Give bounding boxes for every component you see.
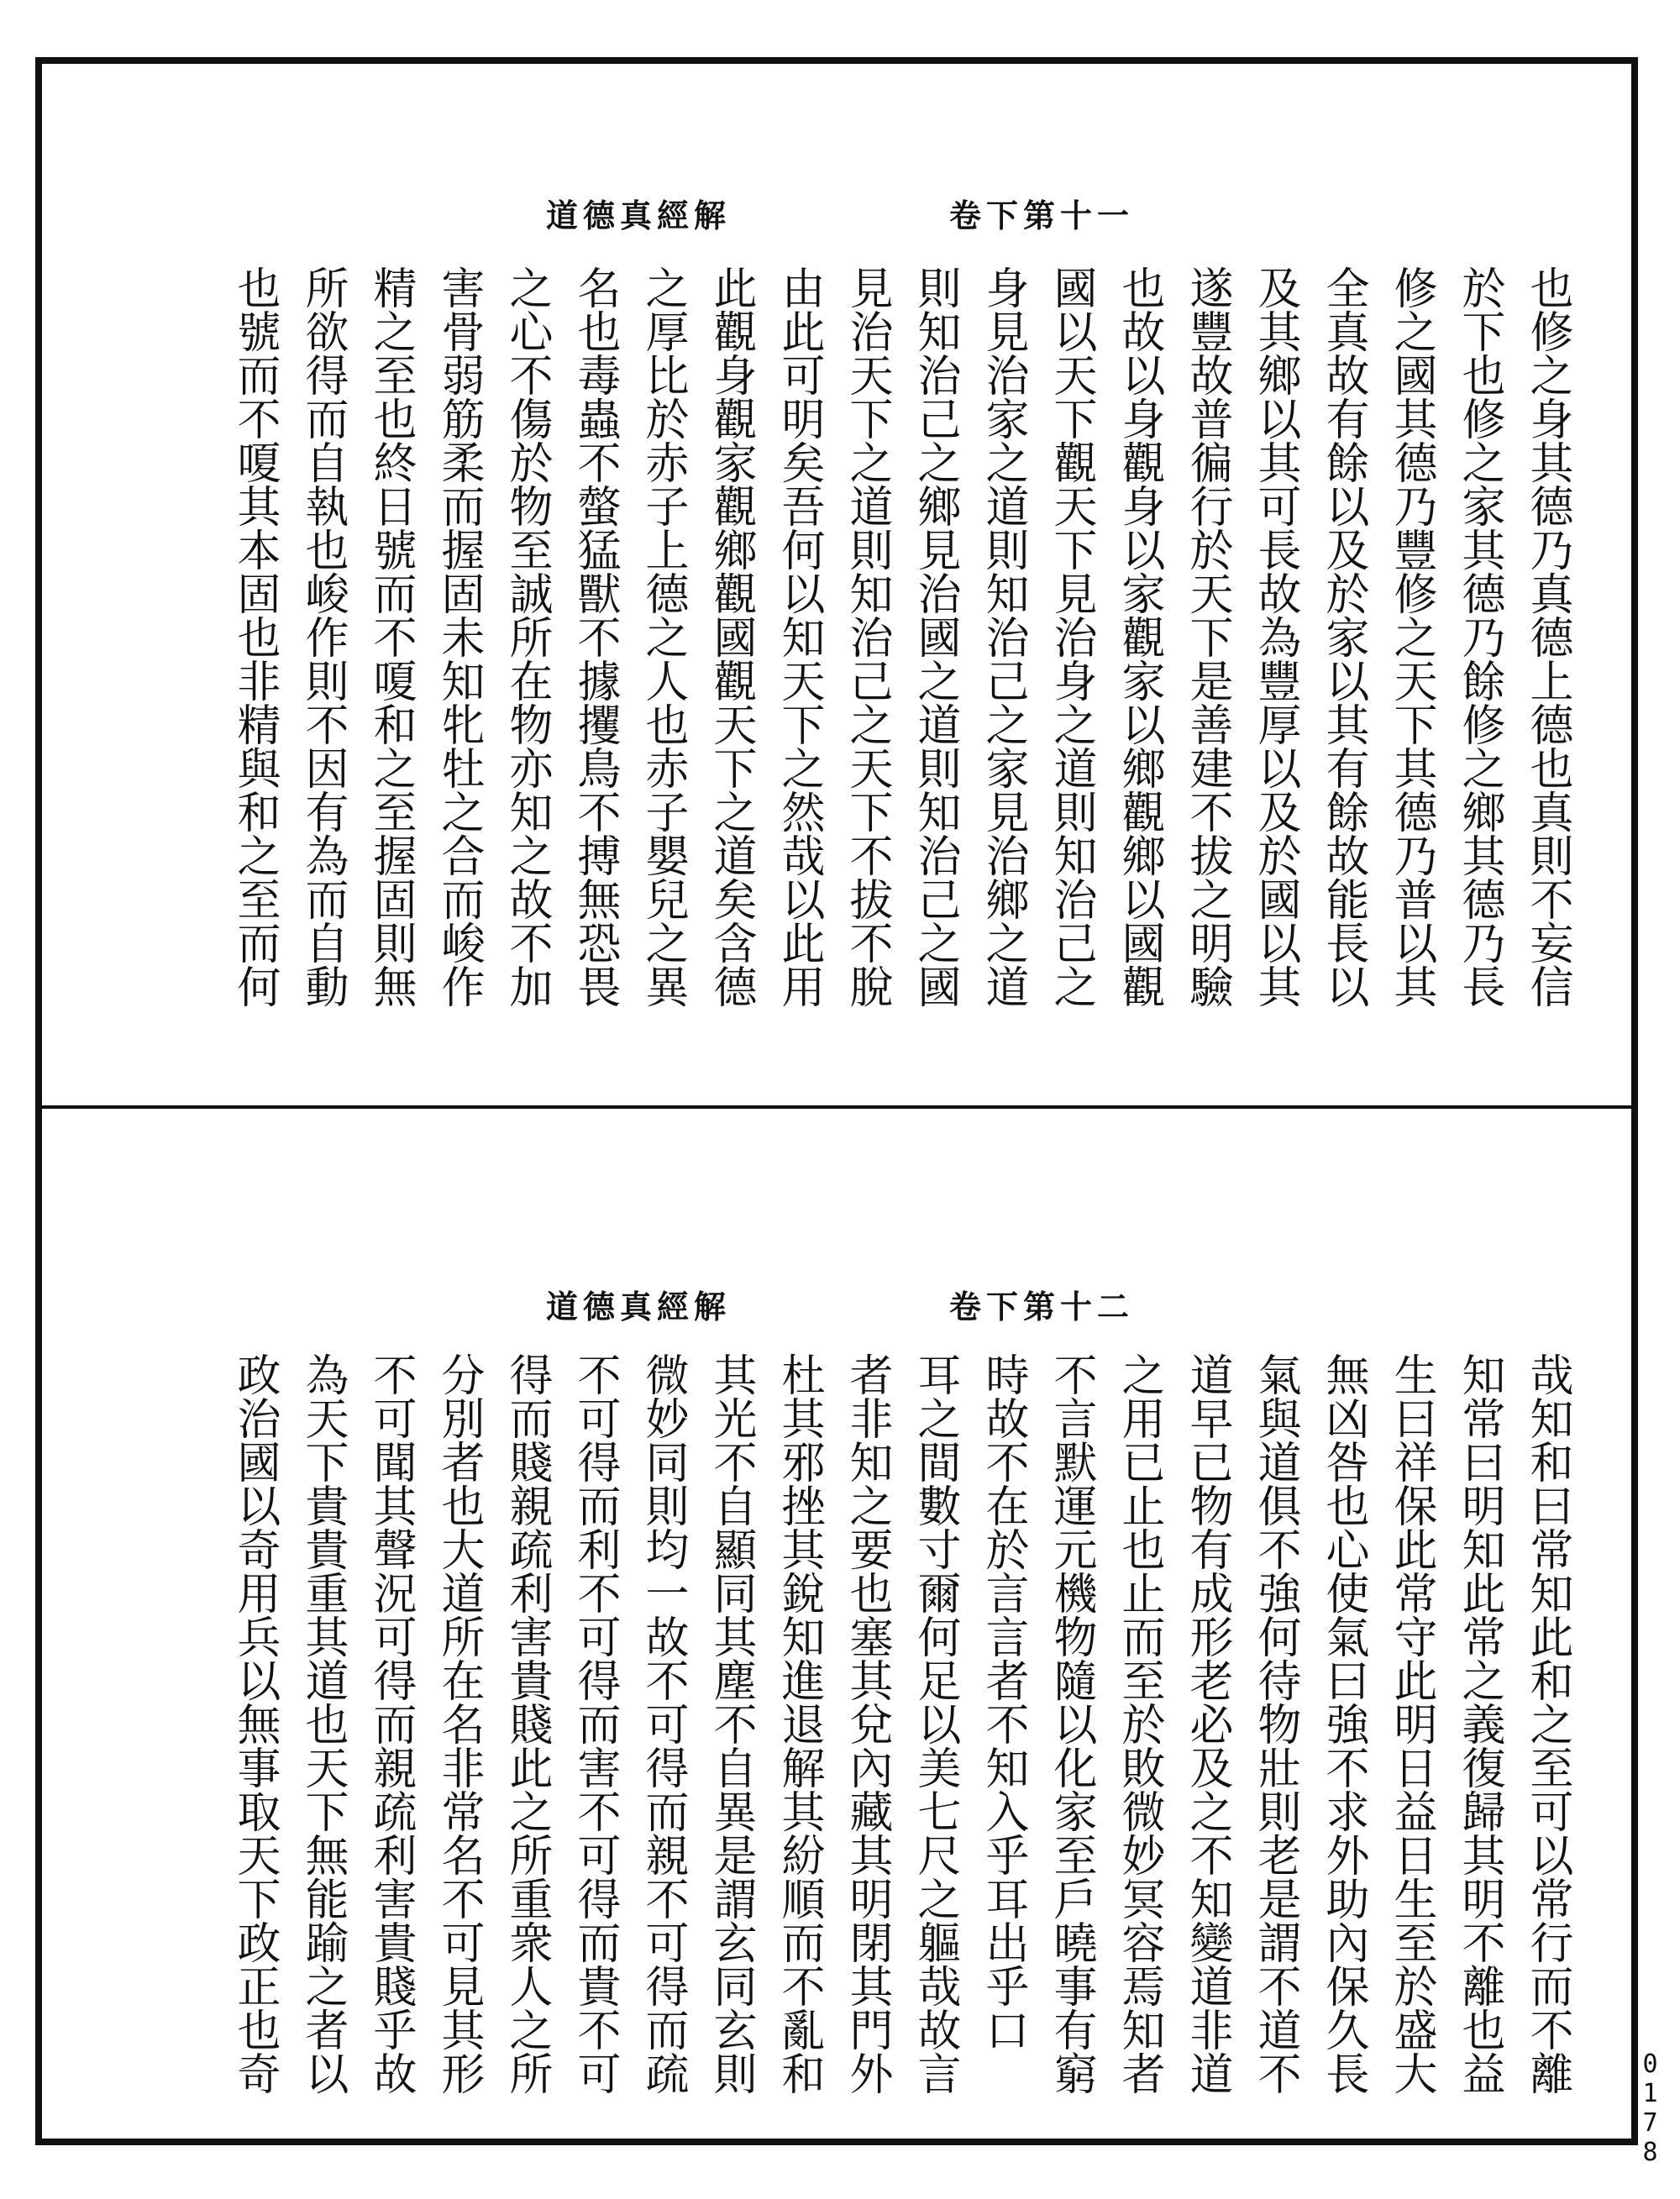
bottom-text-column: 分別者也大道所在名非常名不可見其形 xyxy=(433,1352,484,2095)
top-page-header xyxy=(546,190,1134,236)
bottom-text-column: 者非知之要也塞其兌內藏其明閉其門外 xyxy=(842,1352,892,2095)
bottom-text-column: 哉知和曰常知此和之至可以常行而不離 xyxy=(1522,1352,1572,2095)
top-text-column: 也號而不嗄其本固也非精與和之至而何 xyxy=(229,265,280,1008)
bottom-page-header xyxy=(546,1281,1134,1327)
bottom-text-column: 不可聞其聲況可得而親疏利害貴賤乎故 xyxy=(365,1352,416,2095)
top-text-column: 此觀身觀家觀鄉觀國觀天下之道矣含德 xyxy=(706,265,756,1008)
bottom-text-column: 之用已止也止而至於敗微妙冥容焉知者 xyxy=(1114,1352,1164,2095)
bottom-text-column: 生曰祥保此常守此明日益日生至於盛大 xyxy=(1386,1352,1436,2095)
top-text-column: 國以天下觀天下見治身之道則知治己之 xyxy=(1046,265,1096,1008)
top-text-column: 害骨弱筋柔而握固未知牝牡之合而峻作 xyxy=(433,265,484,1008)
top-text-column: 修之國其德乃豐修之天下其德乃普以其 xyxy=(1386,265,1436,1008)
bottom-header-volume: 卷下第十二 xyxy=(948,1288,1134,1325)
bottom-text-column: 知常曰明知此常之義復歸其明不離也益 xyxy=(1454,1352,1504,2095)
top-text-column: 見治天下之道則知治己之天下不拔不脫 xyxy=(842,265,892,1008)
bottom-text-column: 無凶咎也心使氣曰強不求外助內保久長 xyxy=(1318,1352,1368,2095)
top-text-column: 也修之身其德乃真德上德也真則不妄信 xyxy=(1522,265,1572,1008)
bottom-panel xyxy=(42,1109,1631,2139)
bottom-text-column: 道早已物有成形老必及之不知變道非道 xyxy=(1182,1352,1232,2095)
bottom-text-column: 時故不在於言言者不知入乎耳出乎口 xyxy=(978,1352,1028,2051)
top-text-column: 名也毒蟲不螫猛獸不據攫鳥不搏無恐畏 xyxy=(570,265,620,1008)
top-text-columns xyxy=(220,265,1581,1072)
top-text-column: 身見治家之道則知治己之家見治鄉之道 xyxy=(978,265,1028,1008)
bottom-text-columns xyxy=(220,1352,1581,2108)
bottom-text-column: 為天下貴貴重其道也天下無能踰之者以 xyxy=(297,1352,348,2095)
top-text-column: 精之至也終日號而不嗄和之至握固則無 xyxy=(365,265,416,1008)
top-text-column: 及其鄉以其可長故為豐厚以及於國以其 xyxy=(1250,265,1300,1008)
bottom-text-column: 不可得而利不可得而害不可得而貴不可 xyxy=(570,1352,620,2095)
top-text-column: 之心不傷於物至誠所在物亦知之故不加 xyxy=(501,265,552,1008)
bottom-text-column: 耳之間數寸爾何足以美七尺之軀哉故言 xyxy=(910,1352,960,2095)
bottom-text-column: 得而賤親疏利害貴賤此之所重衆人之所 xyxy=(501,1352,552,2095)
top-header-volume: 卷下第十一 xyxy=(948,197,1134,234)
bottom-text-column: 不言默運元機物隨以化家至戶曉事有窮 xyxy=(1046,1352,1096,2095)
bottom-header-title: 道德真經解 xyxy=(546,1288,732,1325)
page-frame xyxy=(35,57,1638,2145)
top-text-column: 則知治己之鄉見治國之道則知治己之國 xyxy=(910,265,960,1008)
bottom-text-column: 政治國以奇用兵以無事取天下政正也奇 xyxy=(229,1352,280,2095)
top-text-column: 遂豐故普徧行於天下是善建不拔之明驗 xyxy=(1182,265,1232,1008)
bottom-text-column: 杜其邪挫其銳知進退解其紛順而不亂和 xyxy=(774,1352,824,2095)
page-number: 0178 xyxy=(1635,2049,1665,2167)
top-text-column: 於下也修之家其德乃餘修之鄉其德乃長 xyxy=(1454,265,1504,1008)
top-text-column: 全真故有餘以及於家以其有餘故能長以 xyxy=(1318,265,1368,1008)
top-text-column: 所欲得而自執也峻作則不因有為而自動 xyxy=(297,265,348,1008)
bottom-text-column: 氣與道俱不強何待物壯則老是謂不道不 xyxy=(1250,1352,1300,2095)
bottom-text-column: 其光不自顯同其塵不自異是謂玄同玄則 xyxy=(706,1352,756,2095)
top-panel xyxy=(42,64,1631,1105)
top-text-column: 之厚比於赤子上德之人也赤子嬰兒之異 xyxy=(638,265,688,1008)
top-text-column: 由此可明矣吾何以知天下之然哉以此用 xyxy=(774,265,824,1008)
bottom-text-column: 微妙同則均一故不可得而親不可得而疏 xyxy=(638,1352,688,2095)
top-text-column: 也故以身觀身以家觀家以鄉觀鄉以國觀 xyxy=(1114,265,1164,1008)
top-header-title: 道德真經解 xyxy=(546,197,732,234)
